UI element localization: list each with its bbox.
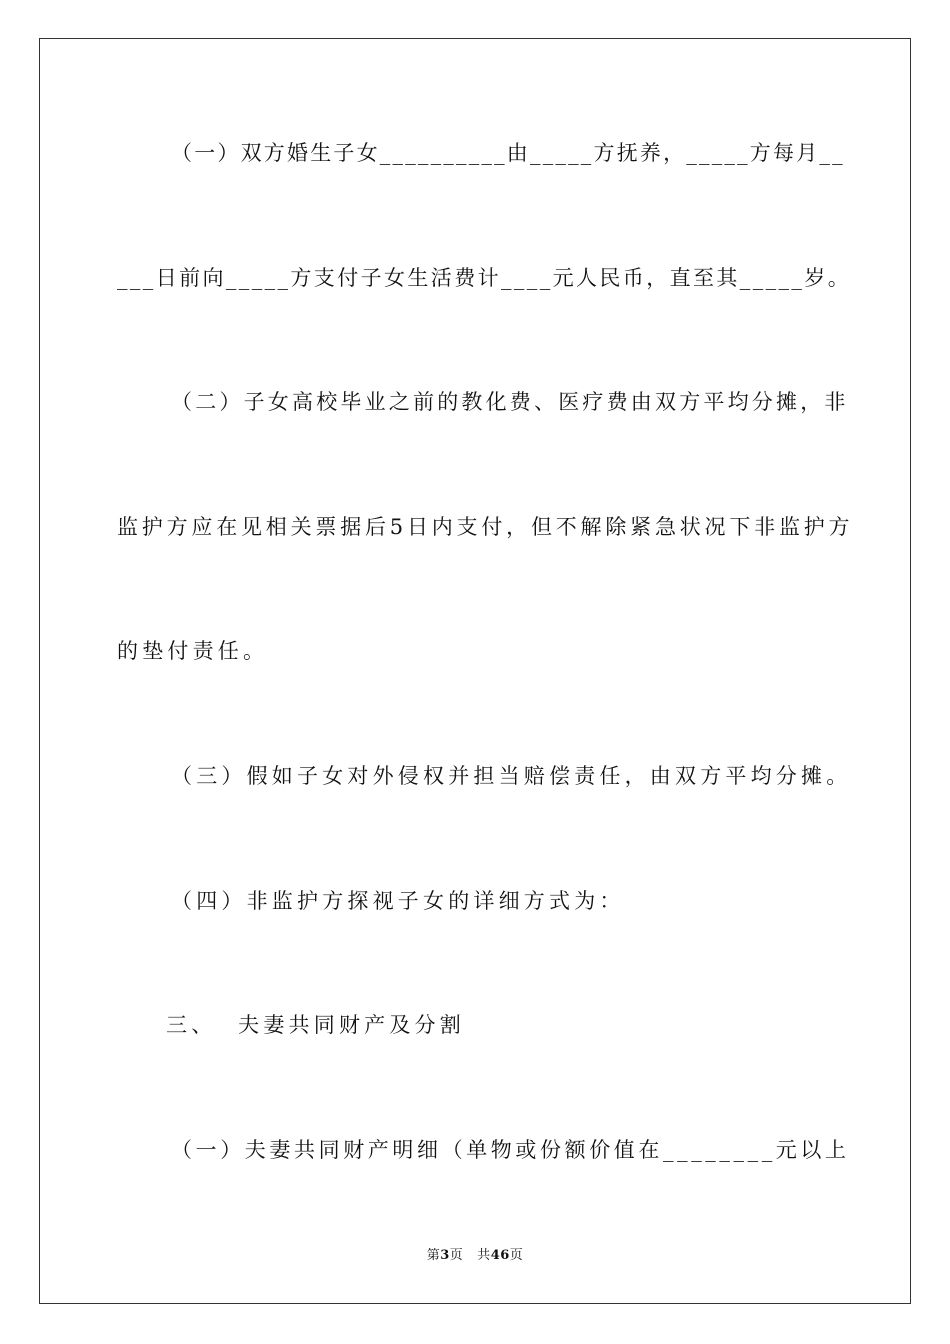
paragraph-line-4: 监护方应在见相关票据后5日内支付，但不解除紧急状况下非监护方 <box>117 515 854 539</box>
paragraph-line-5: 的垫付责任。 <box>117 639 269 663</box>
page-footer <box>0 1244 950 1263</box>
page-frame <box>39 38 911 1304</box>
total-pages: 46 <box>490 1248 510 1263</box>
paragraph-line-6: （三）假如子女对外侵权并担当赔偿责任，由双方平均分摊。 <box>171 764 852 788</box>
paragraph-line-1: （一）双方婚生子女__________由_____方抚养，_____方每月__ <box>171 141 845 165</box>
paragraph-line-2: ___日前向_____方支付子女生活费计____元人民币，直至其_____岁。 <box>117 266 852 290</box>
paragraph-line-8: （一）夫妻共同财产明细（单物或份额价值在________元以上 <box>171 1138 850 1162</box>
total-suffix: 页 <box>509 1248 524 1263</box>
paragraph-line-7: （四）非监护方探视子女的详细方式为： <box>171 889 625 913</box>
total-prefix: 共 <box>477 1248 491 1263</box>
page-suffix: 页 <box>449 1248 464 1263</box>
page-prefix: 第 <box>426 1248 441 1263</box>
paragraph-line-3: （二）子女高校毕业之前的教化费、医疗费由双方平均分摊，非 <box>171 390 849 414</box>
section-heading: 三、 夫妻共同财产及分割 <box>166 1013 465 1037</box>
page-number: 3 <box>440 1248 450 1263</box>
